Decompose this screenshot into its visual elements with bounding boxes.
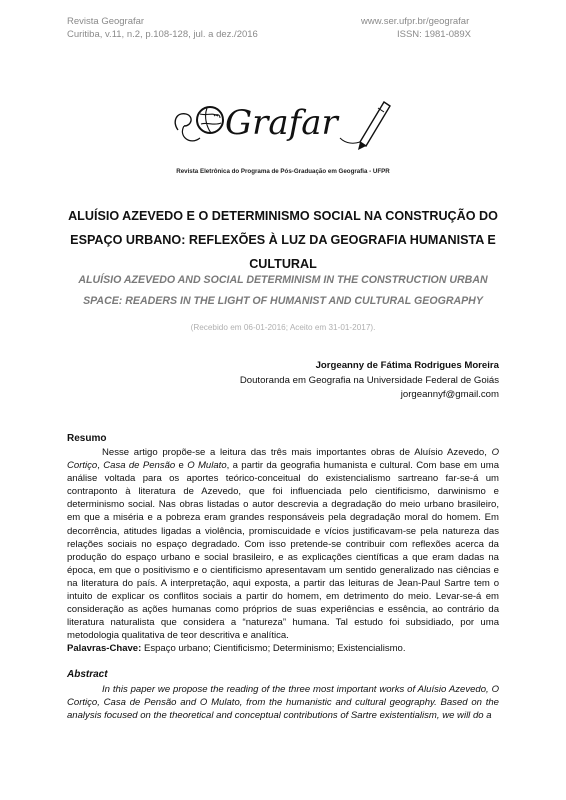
author-name: Jorgeanny de Fátima Rodrigues Moreira (315, 360, 499, 371)
issn: ISSN: 1981-089X (397, 28, 471, 40)
abstract-heading: Abstract (67, 669, 108, 680)
keywords-label: Palavras-Chave: (67, 643, 142, 654)
journal-header-right (361, 16, 471, 41)
author-block (240, 359, 499, 403)
article-title: ALUÍSIO AZEVEDO E O DETERMINISMO SOCIAL NA CONSTRUÇÃO DO ESPAÇO URBANO: REFLEXÕES À LUZ DA GEOGRAFIA HUMANISTA E CULTURAL (68, 209, 498, 271)
work-title: O Mulato (187, 460, 227, 472)
keywords-text: Espaço urbano; Cientificismo; Determinismo; Existencialismo. (141, 643, 406, 654)
journal-url[interactable]: www.ser.ufpr.br/geografar (361, 16, 470, 27)
resumo-heading: Resumo (67, 433, 107, 444)
author-affiliation: Doutoranda em Geografia na Universidade Federal de Goiás (239, 374, 499, 386)
journal-name: Revista Geografar (67, 16, 145, 27)
resumo-part: , a partir da geografia humanista e cultural. Com base em uma análise voltada para os aportes teórico-conceitual do existencialismo sartreano far-se-á um contraponto à literatura de Azevedo, que foi influenciada pelo cientificismo, darwinismo e determinismo social. Nas obras listadas o autor descrevia a degradação do meio urbano brasileiro, em que a miséria e a pobreza eram grandes responsáveis pela degradação moral do homem. Em decorrência, atitudes ligadas a violência, promiscuidade e vícios justificavam-se pela natureza das relações sociais no espaço degradado. Com isso pretende-se contribuir com reflexões acerca da produção do espaço urbano e social brasileiro, e as explicações científicas a que eram dadas na época, em que o positivismo e o cientificismo apresentavam um sentido generalizado nas ciências e na literatura do país. A interpretação, aqui exposta, a partir das leituras de Jean-Paul Sartre tem o intuito de explicar os conflitos sociais a partir do homem, em detrimento do meio. Levar-se-á em consideração as ações humanas como próprios de suas experiências e essência, ao contrário da literatura naturalista que considera a “natureza” humana. Tal estudo foi subsidiado, por uma metodologia qualitativa de teor descritiva e analítica. (67, 460, 499, 642)
article-title-english: ALUÍSIO AZEVEDO AND SOCIAL DETERMINISM IN THE CONSTRUCTION URBAN SPACE: READERS IN THE LIGHT OF HUMANIST AND CULTURAL GEOGRAPHY (78, 274, 488, 307)
work-title: O Cortiço (67, 447, 499, 472)
submission-dates: (Recebido em 06-01-2016; Aceito em 31-01-2017). (190, 323, 376, 332)
work-title: Casa de Pensão (103, 460, 176, 472)
geografar-logo (170, 92, 392, 154)
resumo-sep: e (175, 460, 188, 472)
journal-header-left (67, 16, 258, 41)
author-email[interactable]: jorgeannyf@gmail.com (400, 389, 499, 400)
logo-wordmark: Grafar (225, 103, 338, 143)
journal-subtitle: Revista Eletrônica do Programa de Pós-Graduação em Geografia - UFPR (176, 168, 390, 175)
citation-info: Curitiba, v.11, n.2, p.108-128, jul. a dez./2016 (67, 28, 258, 40)
resumo-sep: , (97, 460, 104, 472)
abstract-text: In this paper we propose the reading of the three most important works of Aluísio Azevedo, O Cortiço, Casa de Pensão and O Mulato, from the humanistic and cultural geography. Based on the analysis focused on the theoretical and conceptual contributions of Sartre existentialism, we will do a (67, 684, 499, 722)
resumo-text (67, 446, 499, 642)
keywords (67, 642, 499, 655)
resumo-part: Nesse artigo propõe-se a leitura das três mais importantes obras de Aluísio Azevedo, (102, 447, 492, 458)
